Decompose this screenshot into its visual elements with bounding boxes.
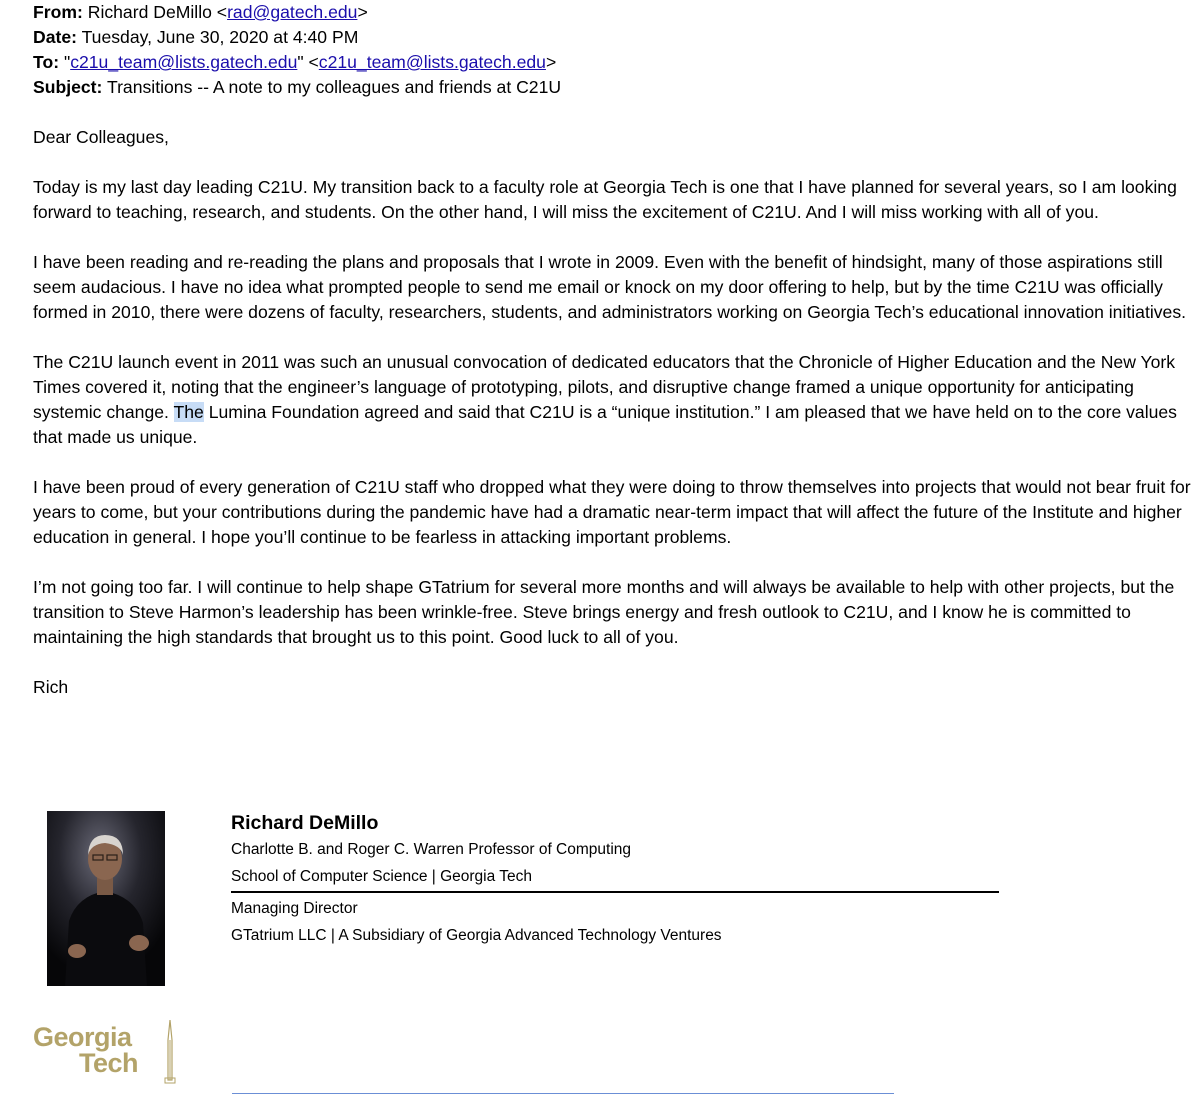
paragraph-3-start: The C21U launch event in 2011 was such an unusual convocation of dedicated educators that the Chronicle of Higher Education and the New York Times covered it, noting that the engineer’s language of prototyping, pilots, and disruptive change framed a unique opportunity for anticipating systemic change. xyxy=(33,352,1176,422)
email-message xyxy=(33,0,1193,700)
paragraph-3-end: Lumina Foundation agreed and said that C21U is a “unique institution.” I am pleased that we have held on to the core values that made us unique. xyxy=(33,402,1177,447)
date-label: Date: xyxy=(33,27,77,47)
to-email-link[interactable]: c21u_team@lists.gatech.edu xyxy=(318,52,546,72)
header-subject xyxy=(33,75,1193,100)
from-close: > xyxy=(357,2,368,22)
signature-photo xyxy=(47,811,165,986)
bottom-divider xyxy=(232,1093,894,1094)
logo-word-tech: Tech xyxy=(79,1048,139,1078)
signoff: Rich xyxy=(33,677,69,697)
signature-school: School of Computer Science | Georgia Tech xyxy=(231,868,532,885)
to-quote-open: " xyxy=(63,52,71,72)
from-label: From: xyxy=(33,2,83,22)
subject-value: Transitions -- A note to my colleagues and friends at C21U xyxy=(106,77,562,97)
paragraph-3 xyxy=(33,350,1193,450)
from-email-link[interactable]: rad@gatech.edu xyxy=(227,2,358,22)
paragraph-4: I have been proud of every generation of C21U staff who dropped what they were doing to throw themselves into projects that would not bear fruit for years to come, but your contributions during the pandemic have had a dramatic near-term impact that will affect the future of the Institute and higher education in general. I hope you’ll continue to be fearless in attacking important problems. xyxy=(33,477,1191,547)
paragraph-1: Today is my last day leading C21U. My transition back to a faculty role at Georgia Tech is one that I have planned for several years, so I am looking forward to teaching, research, and students. On the other hand, I will miss the excitement of C21U. And I will miss working with all of you. xyxy=(33,177,1177,222)
signature-divider xyxy=(231,891,999,893)
text-selection-highlight[interactable]: The xyxy=(173,402,204,422)
signature-title: Charlotte B. and Roger C. Warren Professor of Computing xyxy=(231,841,632,858)
from-name: Richard DeMillo < xyxy=(87,2,228,22)
paragraph-2: I have been reading and re-reading the plans and proposals that I wrote in 2009. Even with the benefit of hindsight, many of those aspirations still seem audacious. I have no idea what prompted people to send me email or knock on my door offering to help, but by the time C21U was officially formed in 2010, there were dozens of faculty, researchers, students, and administrators working on Georgia Tech’s educational innovation initiatives. xyxy=(33,252,1187,322)
header-to xyxy=(33,50,1193,75)
to-close: > xyxy=(545,52,557,72)
header-from xyxy=(33,0,1193,25)
georgia-tech-logo xyxy=(33,1020,183,1084)
greeting: Dear Colleagues, xyxy=(33,127,169,147)
person-photo-icon xyxy=(47,811,165,986)
logo-word-georgia: Georgia xyxy=(33,1022,132,1052)
signature-company: GTatrium LLC | A Subsidiary of Georgia Advanced Technology Ventures xyxy=(231,927,722,944)
subject-label: Subject: xyxy=(33,77,103,97)
header-date xyxy=(33,25,1193,50)
to-display-link[interactable]: c21u_team@lists.gatech.edu xyxy=(70,52,298,72)
paragraph-5: I’m not going too far. I will continue to help shape GTatrium for several more months and will always be available to help with other projects, but the transition to Steve Harmon’s leadership has been wrinkle-free. Steve brings energy and fresh outlook to C21U, and I know he is committed to maintaining the high standards that brought us to this point. Good luck to all of you. xyxy=(33,577,1175,647)
to-quote-close: " < xyxy=(297,52,319,72)
tech-tower-icon xyxy=(161,1020,179,1084)
to-label: To: xyxy=(33,52,60,72)
signature-name: Richard DeMillo xyxy=(231,812,379,834)
date-value: Tuesday, June 30, 2020 at 4:40 PM xyxy=(81,27,359,47)
signature-role: Managing Director xyxy=(231,900,358,917)
